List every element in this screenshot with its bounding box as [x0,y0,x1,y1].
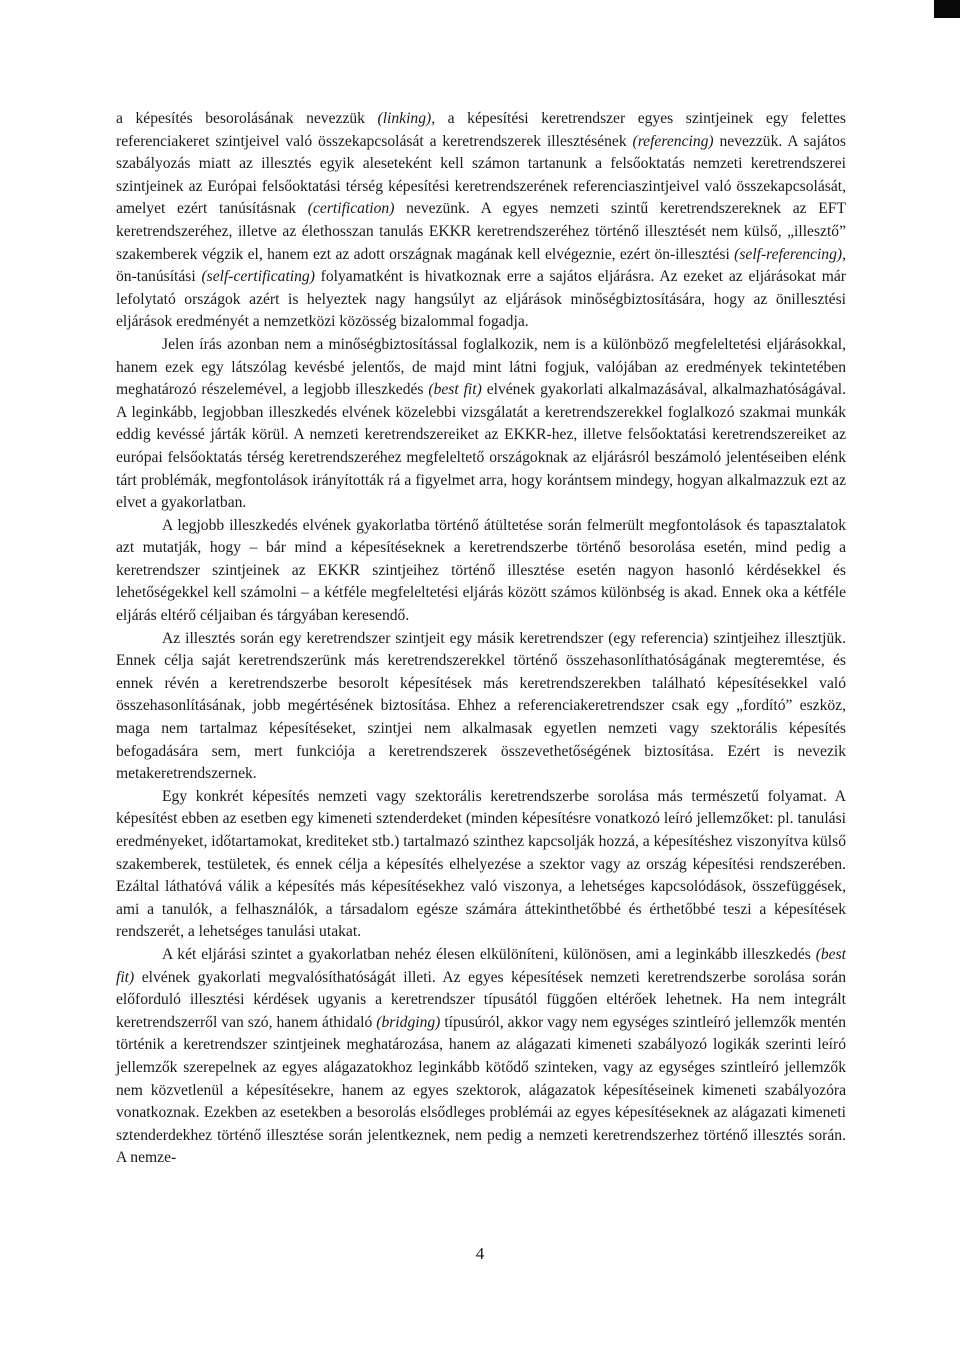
paragraph [116,944,846,1170]
text-run: , a képesítési keretrendszer egyes szintjeinek egy felettes referenciakeret szintjeivel való összekapcsolását a keretrendszerek illesztésének [116,110,846,150]
paragraph [116,334,846,515]
text-run: nevezzük. A sajátos szabályozás miatt az illesztés egyik aleseteként kell számon tartanunk a felsőoktatás nemzeti keretrendszerei szintjeinek az Európai felsőoktatási térség képesítési keretrendszerének referenciaszintjeivel való összekapcsolását, amelyet ezért tanúsításnak [116,132,846,218]
text-run: folyamatként is hivatkoznak erre a sajátos eljárásra. Az ezeket az eljárásokat már lefolytató országok azért is helyeztek nagy hangsúlyt az eljárások minőségbiztosítására, hogy az önillesztési eljárások eredményét a nemzetközi közösség bizalommal fogadja. [116,268,846,331]
italic-term: (self-certificating) [201,268,315,286]
text-run: A legjobb illeszkedés elvének gyakorlatba történő átültetése során felmerült megfontolások és tapasztalatok azt mutatják, hogy – bár mind a képesítéseknek a keretrendszerbe történő besorolása esetén, mind pedig a keretrendszer szintjeinek az EKKR szintjeihez történő illesztése esetén nagyon hasonló kérdésekkel és lehetőségekkel kell számolni – a kétféle megfeleltetési eljárás között számos különbség is akad. Ennek oka a kétféle eljárás eltérő céljaiban és tárgyában keresendő. [116,516,846,625]
paragraph [116,108,846,334]
corner-mark [934,0,960,18]
italic-term: (best fit) [116,945,846,986]
italic-term: (self-referencing) [734,245,843,263]
text-run: nevezünk. A egyes nemzeti szintű keretrendszereknek az EFT keretrendszeréhez, illetve az élethosszan tanulás EKKR keretrendszeréhez történő illesztését nem külső, „illesztő” szakemberek végzik el, hanem ezt az adott országnak magának kell elvégeznie, ezért ön-illesztési [116,200,846,263]
italic-term: (bridging) [376,1013,441,1031]
paragraph [116,515,846,628]
text-run: , ön-tanúsítási [116,245,846,286]
text-run: a képesítés besorolásának nevezzük [116,110,378,127]
text-run: Az illesztés során egy keretrendszer szintjeit egy másik keretrendszer (egy referencia) szintjeihez illesztjük. Ennek célja saját keretrendszerünk más keretrendszerekkel történő összehasonlíthatóságának megteremtése, és ennek révén a keretrendszerbe besorolt képesítések más keretrendszerekben található képesítésekkel való összehasonlításának, jobb megértésének biztosítása. Ehhez a referenciakeretrendszer csak egy „fordító” eszköz, maga nem tartalmaz képesítéseket, szintjei nem alkalmasak egyetlen nemzeti vagy szektorális képesítés befogadására sem, mert funkciója a keretrendszerek összevethetőségének biztosítása. Ezért is nevezik metakeretrendszernek. [116,629,846,783]
text-run: Egy konkrét képesítés nemzeti vagy szektorális keretrendszerbe sorolása más természetű folyamat. A képesítést ebben az esetben egy kimeneti sztenderdeket (minden képesítésre vonatkozó leíró jellemzőket: pl. tanulási eredményeket, időtartamokat, krediteket stb.) tartalmazó szinthez kapcsolják hozzá, a képesítéshez viszonyítva külső szakemberek, testületek, és ennek célja a képesítés elhelyezése a szektor vagy az ország képesítési rendszerében. Ezáltal láthatóvá válik a képesítés más képesítésekhez való viszonya, a lehetséges kapcsolódások, összefüggések, ami a tanulók, a felhasználók, a társadalom egésze számára áttekinthetőbbé és érthetőbbé teszi a képesítések rendszerét, a lehetséges tanulási utakat. [116,787,846,941]
italic-term: (linking) [377,110,432,127]
paragraph [116,628,846,786]
italic-term: (referencing) [632,132,714,150]
text-run: elvének gyakorlati alkalmazásával, alkalmazhatóságával. A leginkább, legjobban illeszkedés elvének közelebbi vizsgálatát a keretrendszerekkel foglalkozó szakmai munkák eddig kevéssé járták körül. A nemzeti keretrendszereiket az EKKR-hez, illetve felsőoktatási keretrendszereiket az európai felsőoktatás térség keretrendszeréhez megfeleltető országoknak az eljárásról beszámoló jelentéseiben elénk tárt problémák, megfontolások irányították rá a figyelmet arra, hogy korántsem mindegy, hogyan alkalmazzuk ezt az elvet a gyakorlatban. [116,381,847,512]
paragraph [116,786,846,944]
italic-term: (certification) [307,200,395,218]
text-run: elvének gyakorlati megvalósíthatóságát illeti. Az egyes képesítések nemzeti keretrendszerbe sorolása során előforduló illesztési kérdések ugyanis a keretrendszer típusától függően eltérőek lehetnek. Ha nem integrált keretrendszerről van szó, hanem áthidaló [116,968,846,1031]
text-run: típusúról, akkor vagy nem egységes szintleíró jellemzők mentén történik a keretrendszer szintjeinek meghatározása, hanem az alágazati kimeneti szabályozó logikák szerinti leíró jellemzők szerepelnek az egyes alágazatokhoz leginkább kötődő szinteken, vagy az egységes szintleíró jellemzők nem közvetlenül a képesítésekre, hanem az egyes szektorok, alágazatok képesítéseinek kimeneti szabályozóra vonatkoznak. Ezekben az esetekben a besorolás elsődleges problémái az egyes képesítéseknek az alágazati kimeneti sztenderdekhez történő illesztése során jelentkeznek, nem pedig a nemzeti keretrendszerhez történő illesztés során. A nemze- [116,1013,846,1167]
body-text [116,108,846,1170]
page-number: 4 [475,1244,485,1263]
text-run: A két eljárási szintet a gyakorlatban nehéz élesen elkülöníteni, különösen, ami a leginkább illeszkedés [162,945,816,963]
italic-term: (best fit) [428,381,482,399]
text-run: Jelen írás azonban nem a minőségbiztosítással foglalkozik, nem is a különböző megfeleltetési eljárásokkal, hanem ezek egy látszólag kevésbé jelentős, de majd mint látni fogjuk, valójában az eredmények tekintetében meghatározó részelemével, a legjobb illeszkedés [116,335,846,399]
